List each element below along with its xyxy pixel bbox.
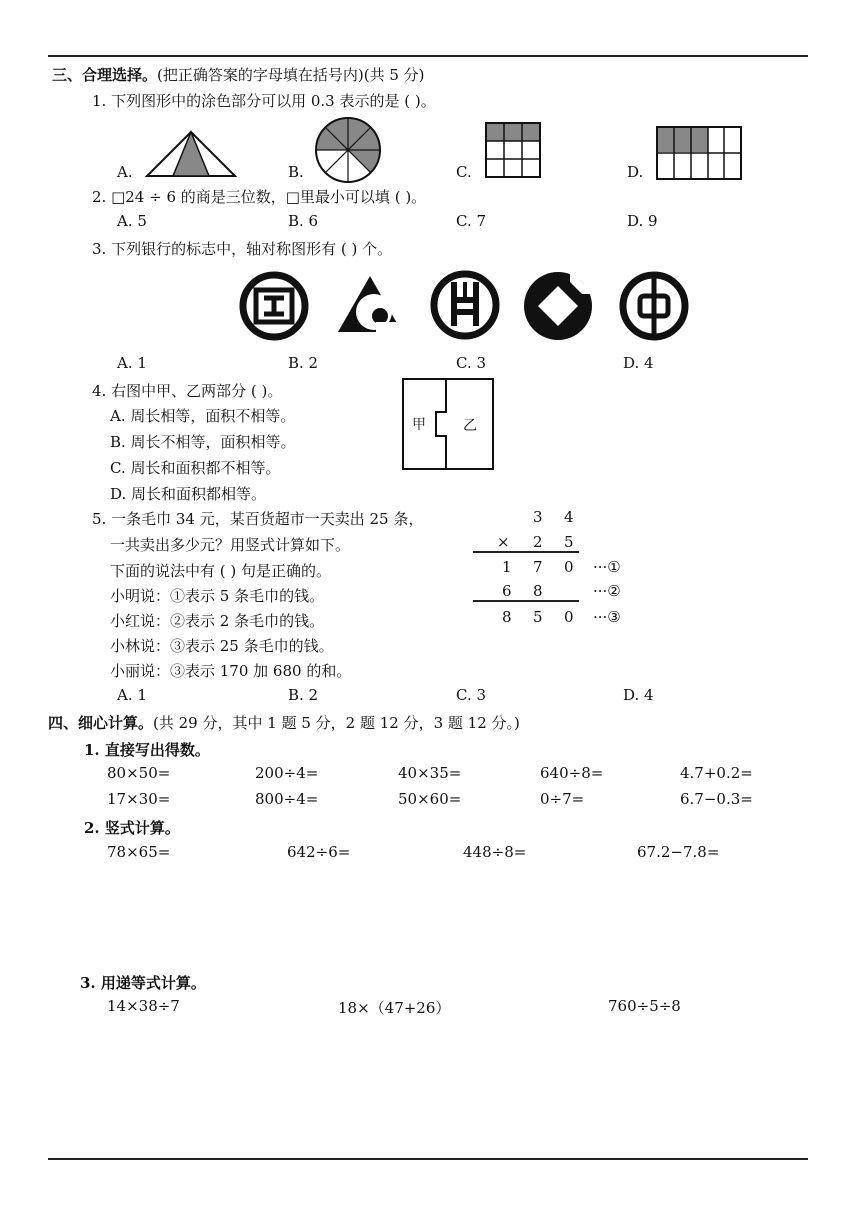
bottom-rule (48, 1158, 808, 1160)
vc-r1-d2: 4 (564, 508, 574, 526)
section4-title: 四、细心计算。 (48, 714, 154, 732)
top-rule (48, 55, 808, 57)
q1-option-a: A. (117, 163, 133, 181)
q1-bar-figure (656, 126, 742, 180)
q5-line-7: 小丽说：③表示 170 加 680 的和。 (110, 662, 352, 680)
q3-option-b: B. 2 (288, 354, 319, 372)
p3-item-1: 14×38÷7 (107, 997, 180, 1015)
q5-option-c: C. 3 (456, 686, 487, 704)
vc-r5-d2: 5 (533, 608, 543, 626)
vc-r2-op: × (497, 533, 510, 551)
p1-r1-c3: 40×35= (398, 764, 462, 782)
q5-option-d: D. 4 (623, 686, 654, 704)
section4-instruction: (共 29 分，其中 1 题 5 分，2 题 12 分，3 题 12 分。) (153, 714, 520, 732)
p2-item-2: 642÷6= (287, 843, 351, 861)
q5-option-a: A. 1 (117, 686, 147, 704)
vc-r2-d2: 5 (564, 533, 574, 551)
p1-r2-c1: 17×30= (107, 790, 171, 808)
bank-logo-ccb-icon (520, 268, 596, 344)
p1-r2-c5: 6.7−0.3= (680, 790, 753, 808)
q4-option-b: B. 周长不相等，面积相等。 (110, 433, 296, 451)
section3-title: 三、合理选择。 (52, 66, 158, 84)
q4-text: 4. 右图中甲、乙两部分 ( )。 (92, 382, 283, 400)
q1-triangle-figure (145, 130, 237, 180)
vc-mark-1: ···① (593, 558, 621, 576)
p2-title: 2. 竖式计算。 (84, 819, 180, 837)
q1-circle-figure (314, 116, 382, 184)
q5-line-3: 下面的说法中有 ( ) 句是正确的。 (110, 562, 332, 580)
q4-option-d: D. 周长和面积都相等。 (110, 485, 267, 503)
q4-label-yi: 乙 (463, 418, 477, 434)
q4-option-c: C. 周长和面积都不相等。 (110, 459, 281, 477)
section4-header (48, 712, 520, 733)
q3-option-c: C. 3 (456, 354, 487, 372)
q5-line-6: 小林说：③表示 25 条毛巾的钱。 (110, 637, 334, 655)
p1-r2-c2: 800÷4= (255, 790, 319, 808)
vc-r5-d1: 8 (502, 608, 512, 626)
vc-r1-d1: 3 (533, 508, 543, 526)
p1-r2-c3: 50×60= (398, 790, 462, 808)
q3-text: 3. 下列银行的标志中，轴对称图形有 ( ) 个。 (92, 240, 393, 258)
bank-logo-icbc-icon (238, 270, 310, 342)
vc-mark-3: ···③ (593, 608, 621, 626)
p3-item-3: 760÷5÷8 (608, 997, 681, 1015)
p2-item-1: 78×65= (107, 843, 171, 861)
section3-instruction: (把正确答案的字母填在括号内)(共 5 分) (157, 66, 425, 84)
q1-option-c: C. (456, 163, 472, 181)
q4-option-a: A. 周长相等，面积不相等。 (110, 407, 296, 425)
vc-r4-d2: 8 (533, 582, 543, 600)
q1-grid-figure (485, 122, 541, 178)
q1-text: 1. 下列图形中的涂色部分可以用 0.3 表示的是 ( )。 (92, 92, 436, 110)
q2-text: 2. □24 ÷ 6 的商是三位数，□里最小可以填 ( )。 (92, 188, 427, 206)
vc-r2-d1: 2 (533, 533, 543, 551)
p1-title: 1. 直接写出得数。 (84, 741, 210, 759)
p2-item-3: 448÷8= (463, 843, 527, 861)
q3-option-d: D. 4 (623, 354, 654, 372)
bank-logo-abc-icon (428, 268, 502, 342)
vc-line-1 (473, 551, 579, 553)
q2-option-d: D. 9 (627, 212, 658, 230)
vc-r4-d1: 6 (502, 582, 512, 600)
bank-logo-boc-icon (618, 270, 690, 342)
section3-header (52, 64, 425, 85)
q1-option-d: D. (627, 163, 644, 181)
p1-r1-c4: 640÷8= (540, 764, 604, 782)
bank-logo-agricultural-icon (332, 270, 408, 342)
q5-line-2: 一共卖出多少元？用竖式计算如下。 (110, 536, 351, 554)
q5-option-b: B. 2 (288, 686, 319, 704)
vc-r3-d3: 0 (564, 558, 574, 576)
q2-option-b: B. 6 (288, 212, 319, 230)
q2-option-c: C. 7 (456, 212, 487, 230)
q5-line-5: 小红说：②表示 2 条毛巾的钱。 (110, 612, 325, 630)
q3-option-a: A. 1 (117, 354, 147, 372)
vc-r3-d1: 1 (502, 558, 512, 576)
vc-r3-d2: 7 (533, 558, 543, 576)
p3-title: 3. 用递等式计算。 (80, 974, 206, 992)
q1-option-b: B. (288, 163, 304, 181)
q4-label-jia: 甲 (412, 417, 426, 433)
vc-r5-d3: 0 (564, 608, 574, 626)
p1-r1-c1: 80×50= (107, 764, 171, 782)
p1-r1-c5: 4.7+0.2= (680, 764, 753, 782)
q5-line-4: 小明说：①表示 5 条毛巾的钱。 (110, 587, 325, 605)
vc-line-2 (473, 600, 579, 602)
p1-r2-c4: 0÷7= (540, 790, 585, 808)
vc-mark-2: ···② (593, 582, 621, 600)
q5-line-1: 5. 一条毛巾 34 元，某百货超市一天卖出 25 条， (92, 510, 424, 528)
p1-r1-c2: 200÷4= (255, 764, 319, 782)
q2-option-a: A. 5 (117, 212, 147, 230)
p3-item-2: 18×（47+26） (338, 999, 451, 1017)
p2-item-4: 67.2−7.8= (637, 843, 720, 861)
